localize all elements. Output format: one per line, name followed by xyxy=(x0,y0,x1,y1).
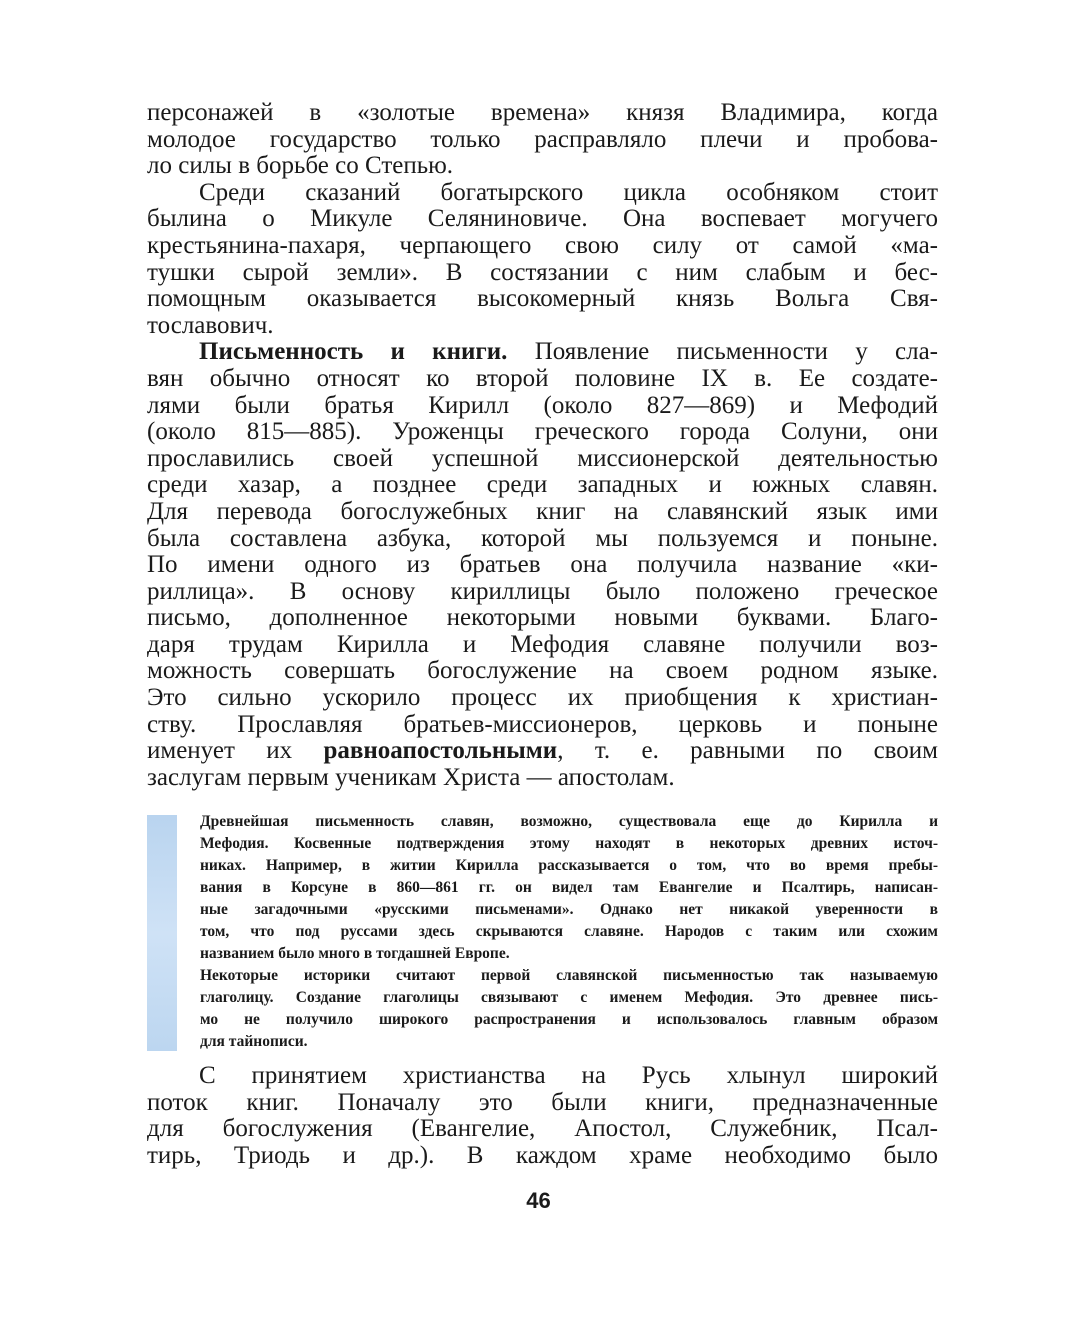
text-line: помощным оказывается высокомерный князь Вольга Свя- xyxy=(147,286,938,313)
text-line: заслугам первым ученикам Христа — апостолам. xyxy=(147,764,675,791)
note-text xyxy=(200,811,938,1053)
note-line: том, что под руссами здесь скрываются славяне. Народов с таким или схожим xyxy=(200,923,938,940)
text-line xyxy=(147,738,938,765)
bold-term: равноапостольными xyxy=(323,738,558,765)
text-span: Появление письменности у сла- xyxy=(534,339,938,366)
text-line: ло силы в борьбе со Степью. xyxy=(147,153,454,180)
note-line: вания в Корсуне в 860—861 гг. он видел там Евангелие и Псалтирь, написан- xyxy=(200,879,938,896)
text-line: персонажей в «золотые времена» князя Владимира, когда xyxy=(147,100,938,126)
text-line: Среди сказаний богатырского цикла особняком стоит xyxy=(199,179,938,206)
text-line: письмо, дополненное некоторыми новыми буквами. Благо- xyxy=(147,605,938,632)
text-line: По имени одного из братьев она получила название «ки- xyxy=(147,552,938,579)
sidebar-note xyxy=(147,811,938,1051)
text-line: для богослужения (Евангелие, Апостол, Служебник, Псал- xyxy=(147,1116,938,1143)
note-accent-bar xyxy=(147,815,177,1051)
text-line: ству. Прославляя братьев-миссионеров, церковь и поныне xyxy=(147,711,938,738)
note-line: Мефодия. Косвенные подтверждения этому находят в некоторых древних источ- xyxy=(200,835,938,852)
main-text xyxy=(147,100,938,791)
text-line: Для перевода богослужебных книг на славянский язык ими xyxy=(147,498,938,525)
note-line: мо не получило широкого распространения и использовалось главным образом xyxy=(200,1011,938,1028)
text-span: именует их xyxy=(147,738,293,765)
text-line: тушки сырой земли». В состязании с ним слабым и бес- xyxy=(147,259,938,286)
section-heading: Письменность и книги. xyxy=(199,339,508,366)
note-line: Древнейшая письменность славян, возможно, существовала еще до Кирилла и xyxy=(200,813,938,830)
text-line: молодое государство только расправляло плечи и пробова- xyxy=(147,126,938,153)
text-line: риллица». В основу кириллицы было положено греческое xyxy=(147,578,938,605)
text-line: вян обычно относят ко второй половине IX в. Ее создате- xyxy=(147,365,938,392)
page-number: 46 xyxy=(526,1188,551,1213)
text-span: , т. е. равными по своим xyxy=(557,738,938,765)
text-line: поток книг. Поначалу это были книги, предназначенные xyxy=(147,1089,938,1116)
text-line: среди хазар, а позднее среди западных и южных славян. xyxy=(147,472,938,499)
note-line: никах. Например, в житии Кирилла рассказывается о том, что во время пребы- xyxy=(200,857,938,874)
note-line: глаголицу. Создание глаголицы связывают с именем Мефодия. Это древнее пись- xyxy=(200,989,938,1006)
text-line: была составлена азбука, которой мы пользуемся и поныне. xyxy=(147,525,938,552)
text-line: С принятием христианства на Русь хлынул широкий xyxy=(199,1063,938,1089)
text-line: тирь, Триодь и др.). В каждом храме необходимо было xyxy=(147,1142,938,1169)
text-line xyxy=(147,339,938,366)
text-line: лями были братья Кирилл (около 827—869) и Мефодий xyxy=(147,392,938,419)
note-line: для тайнописи. xyxy=(200,1033,308,1050)
note-line: Некоторые историки считают первой славянской письменностью так называемую xyxy=(200,967,938,984)
note-line: названием было много в тогдашней Европе. xyxy=(200,945,510,962)
text-line: даря трудам Кирилла и Мефодия славяне получили воз- xyxy=(147,631,938,658)
text-line: тославович. xyxy=(147,312,274,339)
text-line: былина о Микуле Селяниновиче. Она воспевает могучего xyxy=(147,206,938,233)
text-line: прославились своей успешной миссионерской деятельностью xyxy=(147,445,938,472)
text-line: крестьянина-пахаря, черпающего свою силу от самой «ма- xyxy=(147,232,938,259)
text-line: Это сильно ускорило процесс их приобщения к христиан- xyxy=(147,685,938,712)
note-line: ные загадочными «русскими письменами». Однако нет никакой уверенности в xyxy=(200,901,938,918)
continuation-text xyxy=(147,1063,938,1169)
text-line: (около 815—885). Уроженцы греческого города Солуни, они xyxy=(147,419,938,446)
text-line: можность совершать богослужение на своем родном языке. xyxy=(147,658,938,685)
